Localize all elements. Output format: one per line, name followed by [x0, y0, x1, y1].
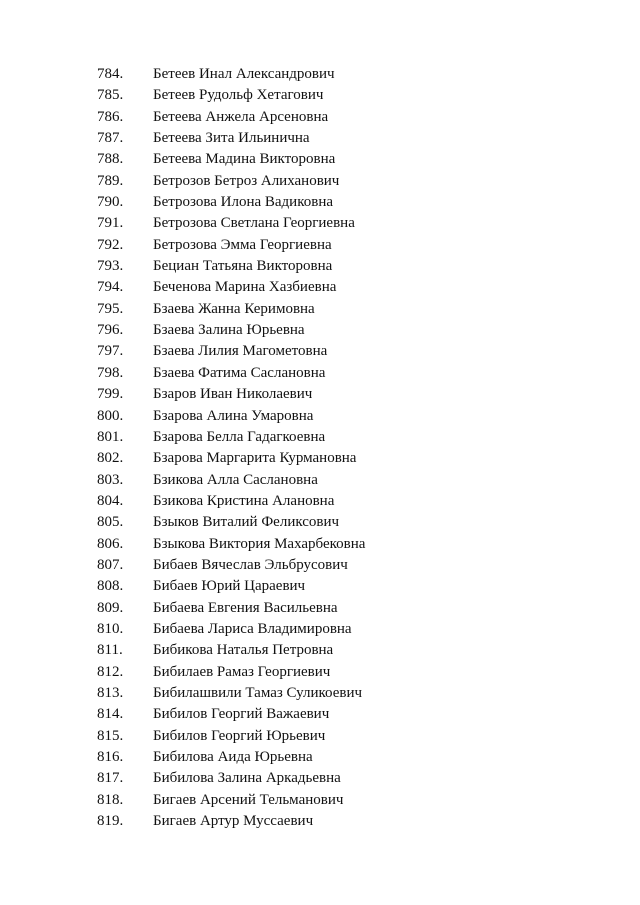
entry-name: Бетеева Анжела Арсеновна: [153, 108, 329, 125]
entry-name: Бзикова Алла Саслановна: [153, 471, 318, 488]
entry-number: 803.: [97, 471, 124, 488]
entry-number: 811.: [97, 642, 123, 659]
list-item: [0, 64, 640, 85]
entry-name: Бзарова Белла Гадагкоевна: [153, 428, 326, 445]
list-item: [0, 427, 640, 448]
list-item: [0, 662, 640, 683]
list-item: [0, 277, 640, 298]
entry-name: Бетеев Рудольф Хетагович: [153, 87, 324, 104]
entry-number: 812.: [97, 663, 124, 680]
entry-name: Бибаева Лариса Владимировна: [153, 620, 352, 637]
entry-name: Бзыков Виталий Феликсович: [153, 514, 340, 531]
entry-name: Бетрозова Эмма Георгиевна: [153, 236, 332, 253]
list-item: [0, 598, 640, 619]
list-item: [0, 149, 640, 170]
entry-number: 817.: [97, 770, 124, 787]
list-item: [0, 363, 640, 384]
list-item: [0, 107, 640, 128]
entry-number: 807.: [97, 556, 124, 573]
list-item: [0, 811, 640, 832]
list-item: [0, 341, 640, 362]
entry-name: Бибилов Георгий Юрьевич: [153, 727, 326, 744]
entry-name: Бзаров Иван Николаевич: [153, 386, 313, 403]
entry-number: 785.: [97, 87, 124, 104]
list-item: [0, 704, 640, 725]
entry-number: 809.: [97, 599, 124, 616]
entry-name: Бибилова Залина Аркадьевна: [153, 770, 341, 787]
list-item: [0, 384, 640, 405]
entry-name: Бетрозова Илона Вадиковна: [153, 194, 334, 211]
entry-name: Бибаева Евгения Васильевна: [153, 599, 338, 616]
entry-name: Бетеева Зита Ильинична: [153, 130, 310, 147]
entry-number: 795.: [97, 300, 124, 317]
entry-number: 787.: [97, 130, 124, 147]
name-list: [0, 64, 640, 832]
entry-number: 799.: [97, 386, 124, 403]
entry-number: 802.: [97, 450, 124, 467]
list-item: [0, 213, 640, 234]
entry-name: Бзаева Жанна Керимовна: [153, 300, 315, 317]
list-item: [0, 747, 640, 768]
list-item: [0, 85, 640, 106]
entry-number: 788.: [97, 151, 124, 168]
entry-number: 796.: [97, 322, 124, 339]
entry-name: Бибаев Вячеслав Эльбрусович: [153, 556, 348, 573]
list-item: [0, 683, 640, 704]
entry-number: 791.: [97, 215, 124, 232]
list-item: [0, 299, 640, 320]
list-item: [0, 491, 640, 512]
list-item: [0, 235, 640, 256]
list-item: [0, 128, 640, 149]
list-item: [0, 192, 640, 213]
entry-number: 806.: [97, 535, 124, 552]
list-item: [0, 512, 640, 533]
entry-name: Бибаев Юрий Цараевич: [153, 578, 306, 595]
entry-name: Бигаев Артур Муссаевич: [153, 813, 314, 830]
entry-name: Бибилова Аида Юрьевна: [153, 749, 313, 765]
entry-name: Бетрозова Светлана Георгиевна: [153, 215, 355, 232]
list-item: [0, 470, 640, 491]
entry-number: 797.: [97, 343, 124, 360]
entry-number: 794.: [97, 279, 124, 296]
entry-number: 792.: [97, 236, 124, 253]
entry-number: 815.: [97, 727, 124, 744]
entry-name: Бзыкова Виктория Махарбековна: [153, 535, 366, 552]
entry-name: Бигаев Арсений Тельманович: [153, 791, 344, 808]
entry-name: Беченова Марина Хазбиевна: [153, 279, 337, 296]
list-item: [0, 555, 640, 576]
entry-name: Бзаева Залина Юрьевна: [153, 322, 305, 339]
list-item: [0, 171, 640, 192]
entry-name: Бзаева Фатима Саслановна: [153, 364, 326, 381]
entry-name: Бзаева Лилия Магометовна: [153, 343, 328, 360]
list-item: [0, 534, 640, 555]
entry-number: 819.: [97, 813, 124, 830]
list-item: [0, 640, 640, 661]
entry-number: 786.: [97, 108, 124, 125]
entry-name: Бибилашвили Тамаз Суликоевич: [153, 684, 363, 701]
entry-number: 784.: [97, 66, 124, 82]
list-item: [0, 448, 640, 469]
entry-number: 793.: [97, 258, 124, 275]
list-item: [0, 726, 640, 747]
entry-name: Бетеев Инал Александрович: [153, 66, 335, 82]
entry-number: 816.: [97, 749, 124, 765]
entry-number: 790.: [97, 194, 124, 211]
entry-number: 818.: [97, 791, 124, 808]
entry-name: Бибилаев Рамаз Георгиевич: [153, 663, 331, 680]
entry-name: Бециан Татьяна Викторовна: [153, 258, 333, 275]
entry-number: 804.: [97, 492, 124, 509]
list-item: [0, 790, 640, 811]
list-item: [0, 320, 640, 341]
list-item: [0, 619, 640, 640]
entry-name: Бибикова Наталья Петровна: [153, 642, 334, 659]
entry-number: 789.: [97, 172, 124, 189]
entry-name: Бзарова Маргарита Курмановна: [153, 450, 357, 467]
entry-number: 808.: [97, 578, 124, 595]
entry-name: Бзикова Кристина Алановна: [153, 492, 335, 509]
list-item: [0, 576, 640, 597]
entry-number: 805.: [97, 514, 124, 531]
list-item: [0, 256, 640, 277]
entry-name: Бетрозов Бетроз Алиханович: [153, 172, 340, 189]
entry-number: 798.: [97, 364, 124, 381]
list-item: [0, 768, 640, 789]
entry-name: Бзарова Алина Умаровна: [153, 407, 314, 424]
entry-number: 801.: [97, 428, 124, 445]
entry-number: 814.: [97, 706, 124, 723]
list-item: [0, 406, 640, 427]
entry-name: Бибилов Георгий Важаевич: [153, 706, 330, 723]
entry-number: 813.: [97, 684, 124, 701]
entry-number: 800.: [97, 407, 124, 424]
entry-name: Бетеева Мадина Викторовна: [153, 151, 336, 168]
entry-number: 810.: [97, 620, 124, 637]
